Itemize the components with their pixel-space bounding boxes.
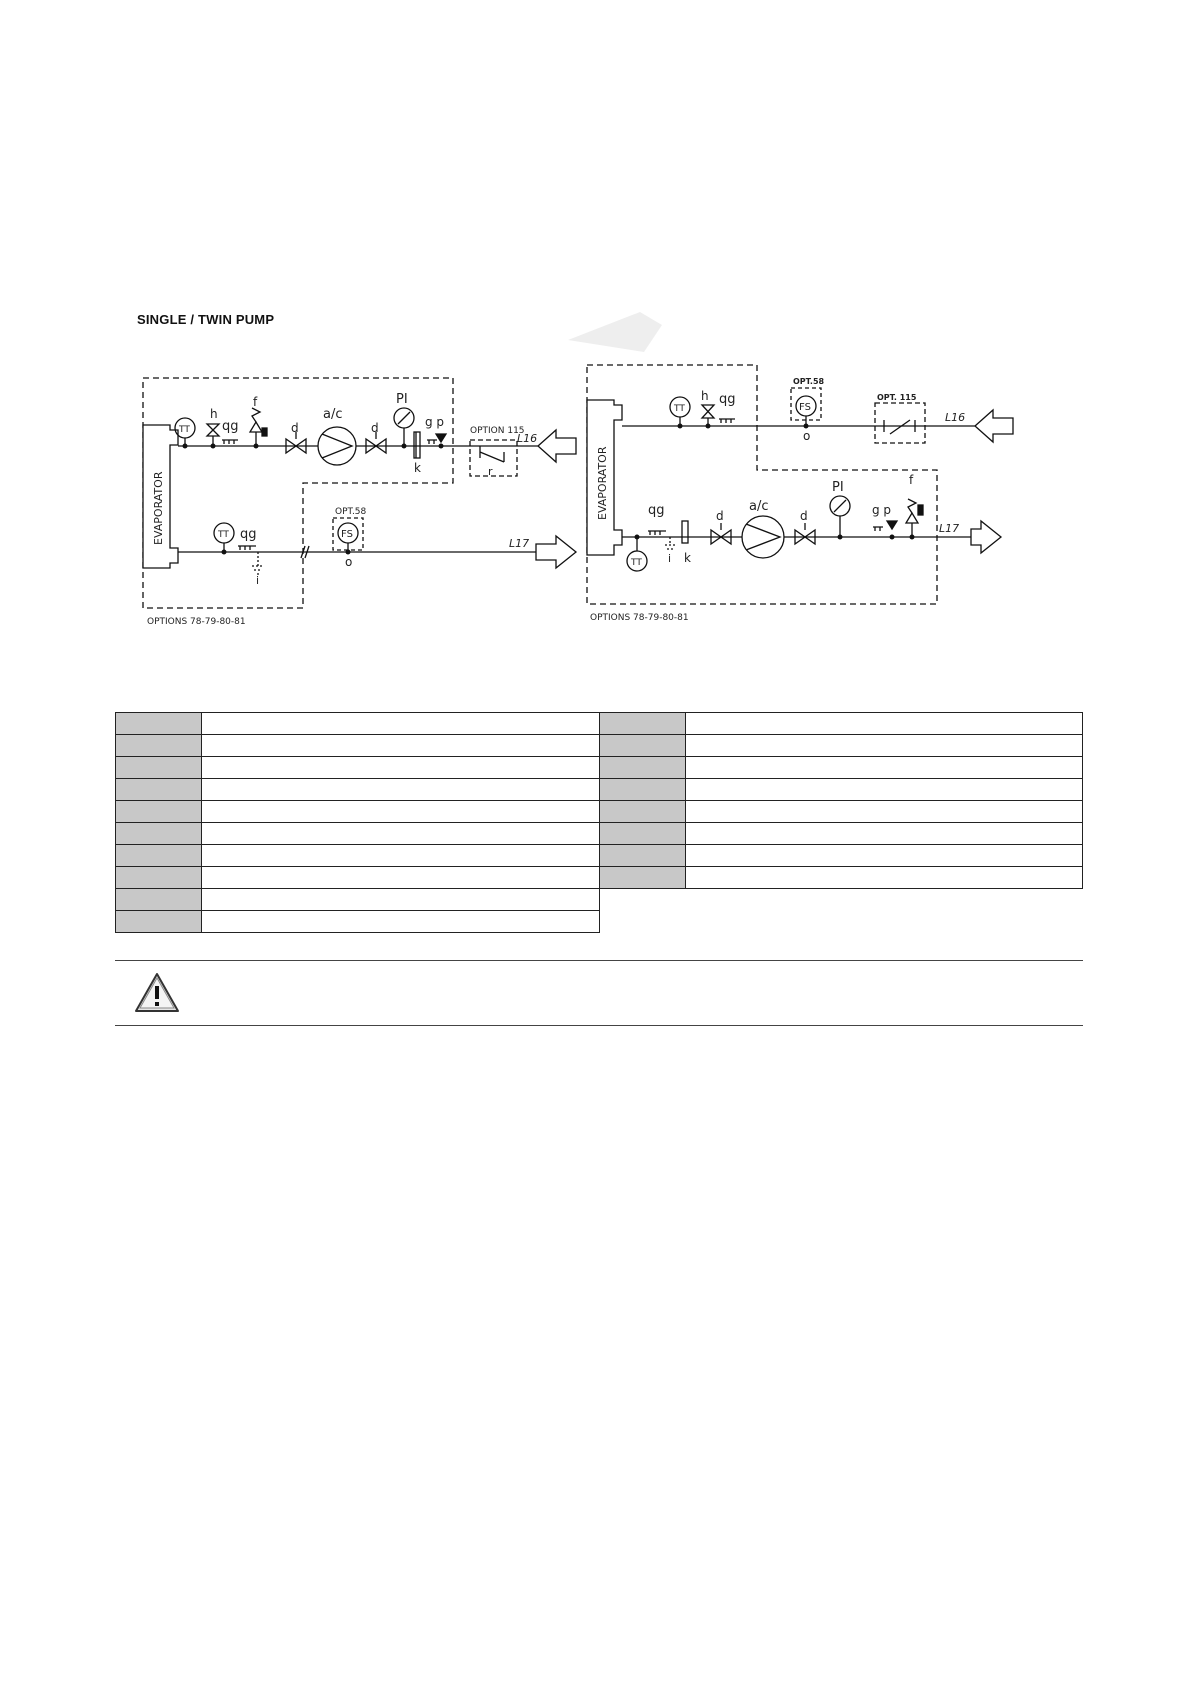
watermark-shape bbox=[568, 312, 662, 352]
table-row bbox=[116, 801, 1083, 823]
twin-k-label: k bbox=[684, 551, 691, 565]
twin-d2-label: d bbox=[800, 509, 808, 523]
table-row bbox=[116, 889, 1083, 911]
table-row bbox=[116, 735, 1083, 757]
twin-i-drain-icon bbox=[665, 537, 675, 549]
twin-f-relief-icon bbox=[906, 513, 918, 523]
table-row bbox=[116, 713, 1083, 735]
twin-opt115-box bbox=[875, 403, 925, 443]
single-ac-label: a/c bbox=[323, 407, 343, 422]
single-d2-label: d bbox=[371, 421, 379, 435]
twin-pi-label: PI bbox=[832, 480, 844, 495]
twin-qg-top-label: qg bbox=[719, 392, 736, 407]
twin-i-label: i bbox=[668, 552, 672, 565]
twin-evaporator-label: EVAPORATOR bbox=[596, 446, 609, 520]
diagram-heading: SINGLE / TWIN PUMP bbox=[137, 312, 275, 327]
twin-qg-top-icon bbox=[719, 419, 735, 423]
single-gp-label: g p bbox=[425, 415, 445, 429]
single-gp-icon bbox=[427, 440, 437, 444]
twin-tt-bottom-label: TT bbox=[631, 558, 642, 568]
twin-gp-label: g p bbox=[872, 503, 892, 517]
twin-l17-label: L17 bbox=[939, 522, 960, 535]
single-o-label: o bbox=[345, 555, 353, 569]
twin-l17-arrow-icon bbox=[971, 521, 1001, 553]
table-row bbox=[116, 823, 1083, 845]
table-row bbox=[116, 757, 1083, 779]
twin-opt115-label: OPT. 115 bbox=[877, 393, 917, 402]
single-f-relief-icon bbox=[250, 422, 262, 432]
single-i-drain-icon bbox=[252, 552, 264, 574]
table-row bbox=[116, 911, 1083, 933]
table-row bbox=[116, 779, 1083, 801]
single-pi-label: PI bbox=[396, 392, 408, 407]
single-h-label: h bbox=[210, 407, 218, 421]
twin-h-label: h bbox=[701, 389, 709, 403]
single-tt-top-label: TT bbox=[179, 425, 190, 435]
single-dashed-boundary bbox=[143, 378, 453, 608]
warning-icon bbox=[133, 971, 181, 1015]
single-qg-top-icon bbox=[222, 440, 238, 444]
single-check-valve-icon bbox=[480, 446, 504, 462]
single-l16-arrow-icon bbox=[538, 430, 576, 462]
single-qg-bottom-icon bbox=[238, 546, 256, 550]
single-f-label: f bbox=[253, 395, 258, 409]
single-evaporator-label: EVAPORATOR bbox=[152, 471, 165, 545]
single-qg-top-label: qg bbox=[222, 419, 239, 434]
single-fs-label: FS bbox=[341, 529, 353, 540]
twin-pump-diagram bbox=[587, 365, 1013, 604]
single-pump-diagram bbox=[143, 378, 576, 608]
twin-o-label: o bbox=[803, 429, 811, 443]
single-i-label: i bbox=[256, 574, 260, 587]
twin-qg-bottom-label: qg bbox=[648, 503, 665, 518]
twin-d1-label: d bbox=[716, 509, 724, 523]
warning-box bbox=[115, 960, 1083, 1026]
single-h-valve-icon bbox=[207, 424, 219, 436]
twin-check-valve-icon bbox=[884, 420, 915, 434]
twin-qg-bottom-icon bbox=[648, 531, 666, 535]
piping-diagram bbox=[0, 0, 1191, 660]
single-l16-label: L16 bbox=[517, 432, 538, 445]
single-qg-bottom-label: qg bbox=[240, 527, 257, 542]
twin-h-valve-icon bbox=[702, 405, 714, 418]
single-r-label: r bbox=[488, 465, 493, 478]
single-l17-arrow-icon bbox=[536, 536, 576, 568]
single-opt58-label: OPT.58 bbox=[335, 507, 367, 517]
twin-options-label: OPTIONS 78-79-80-81 bbox=[590, 613, 689, 623]
twin-ac-label: a/c bbox=[749, 499, 769, 514]
single-l17-label: L17 bbox=[509, 537, 530, 550]
twin-l16-label: L16 bbox=[945, 411, 966, 424]
single-k-icon bbox=[414, 432, 420, 458]
twin-f-label: f bbox=[909, 473, 914, 487]
single-tt-bottom-label: TT bbox=[218, 530, 229, 540]
table-row bbox=[116, 867, 1083, 889]
single-options-label: OPTIONS 78-79-80-81 bbox=[147, 617, 246, 627]
table-row bbox=[116, 845, 1083, 867]
twin-opt58-label: OPT.58 bbox=[793, 377, 825, 386]
twin-l16-arrow-icon bbox=[975, 410, 1013, 442]
twin-k-icon bbox=[682, 521, 688, 543]
twin-fs-label: FS bbox=[799, 402, 811, 413]
twin-tt-top-label: TT bbox=[674, 404, 685, 414]
single-option115-label: OPTION 115 bbox=[470, 426, 525, 436]
twin-gp-icon bbox=[873, 527, 883, 531]
twin-pump-icon bbox=[742, 516, 784, 558]
legend-table bbox=[115, 712, 1083, 933]
single-k-label: k bbox=[414, 461, 421, 475]
single-d1-label: d bbox=[291, 421, 299, 435]
